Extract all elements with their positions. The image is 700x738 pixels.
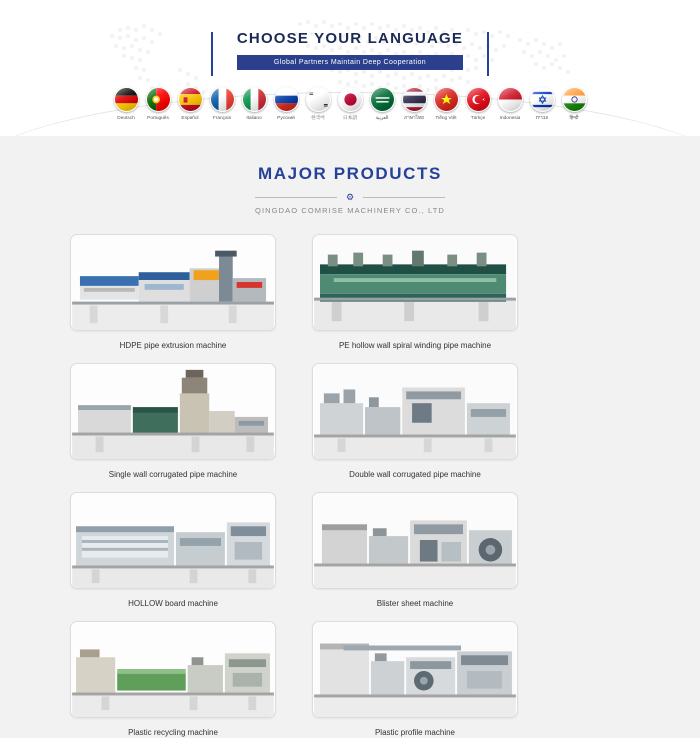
language-option-thai[interactable] xyxy=(400,87,428,122)
product-photo[interactable] xyxy=(70,621,276,718)
language-flag-list xyxy=(0,87,700,122)
flag-thailand-icon xyxy=(402,87,427,112)
major-products-section xyxy=(0,136,700,738)
product-photo[interactable] xyxy=(312,621,518,718)
language-option-portugues[interactable] xyxy=(144,87,172,122)
language-banner xyxy=(0,0,700,136)
product-photo[interactable] xyxy=(312,492,518,589)
product-label: Plastic recycling machine xyxy=(128,728,218,737)
language-option-japanese[interactable] xyxy=(336,87,364,122)
flag-germany-icon xyxy=(114,87,139,112)
product-card[interactable] xyxy=(312,234,518,351)
product-photo[interactable] xyxy=(70,234,276,331)
language-option-deutsch[interactable] xyxy=(112,87,140,122)
language-title-block xyxy=(211,30,489,70)
language-label: Français xyxy=(212,115,232,121)
language-option-korean[interactable] xyxy=(304,87,332,122)
language-label: Русский xyxy=(277,115,295,121)
product-label: Plastic profile machine xyxy=(374,728,456,737)
divider-line-right xyxy=(363,197,445,198)
language-option-indonesia[interactable] xyxy=(496,87,524,122)
title-divider xyxy=(255,192,445,202)
language-label: Deutsch xyxy=(117,115,135,121)
flag-saudi-arabia-icon xyxy=(370,87,395,112)
language-label: Türkçe xyxy=(470,115,486,121)
language-label: ภาษาไทย xyxy=(404,115,424,121)
product-card[interactable] xyxy=(70,234,276,351)
language-label: हिन्दी xyxy=(569,115,579,121)
flag-japan-icon xyxy=(338,87,363,112)
language-option-turkish[interactable] xyxy=(464,87,492,122)
language-label: עברית xyxy=(535,115,549,121)
language-title: CHOOSE YOUR LANGUAGE xyxy=(236,30,464,47)
product-label: PE hollow wall spiral winding pipe machine xyxy=(338,341,492,350)
product-photo[interactable] xyxy=(312,234,518,331)
language-label: Tiếng Việt xyxy=(435,115,457,121)
flag-italy-icon xyxy=(242,87,267,112)
flag-vietnam-icon xyxy=(434,87,459,112)
language-option-hindi[interactable] xyxy=(560,87,588,122)
flag-israel-icon xyxy=(530,87,555,112)
product-label: Blister sheet machine xyxy=(376,599,454,608)
product-grid xyxy=(70,234,630,738)
language-label: 한국어 xyxy=(311,115,325,121)
language-label: Español xyxy=(181,115,199,121)
flag-spain-icon xyxy=(178,87,203,112)
product-photo[interactable] xyxy=(70,363,276,460)
language-label: 日本語 xyxy=(342,115,358,121)
flag-indonesia-icon xyxy=(498,87,523,112)
product-label: Double wall corrugated pipe machine xyxy=(349,470,481,479)
product-card[interactable] xyxy=(70,621,276,738)
language-option-vietnamese[interactable] xyxy=(432,87,460,122)
language-label: Italiano xyxy=(246,115,262,121)
product-card[interactable] xyxy=(70,492,276,609)
divider-line-left xyxy=(255,197,337,198)
gear-icon: ⚙ xyxy=(345,192,355,202)
language-option-hebrew[interactable] xyxy=(528,87,556,122)
company-name: QINGDAO COMRISE MACHINERY CO., LTD xyxy=(255,206,445,215)
language-subtitle: Global Partners Maintain Deep Cooperation xyxy=(237,55,463,70)
product-photo[interactable] xyxy=(70,492,276,589)
flag-india-icon xyxy=(562,87,587,112)
product-label: Single wall corrugated pipe machine xyxy=(108,470,238,479)
product-card[interactable] xyxy=(312,492,518,609)
language-option-russian[interactable] xyxy=(272,87,300,122)
product-label: HOLLOW board machine xyxy=(128,599,218,608)
product-card[interactable] xyxy=(312,621,518,738)
language-option-italiano[interactable] xyxy=(240,87,268,122)
flag-south-korea-icon xyxy=(306,87,331,112)
flag-turkey-icon xyxy=(466,87,491,112)
product-label: HDPE pipe extrusion machine xyxy=(119,341,227,350)
product-card[interactable] xyxy=(70,363,276,480)
product-photo[interactable] xyxy=(312,363,518,460)
product-card[interactable] xyxy=(312,363,518,480)
language-option-espanol[interactable] xyxy=(176,87,204,122)
flag-russia-icon xyxy=(274,87,299,112)
flag-portugal-icon xyxy=(146,87,171,112)
section-title: MAJOR PRODUCTS xyxy=(258,164,442,183)
language-label: Português xyxy=(147,115,169,121)
language-label: Indonesia xyxy=(499,115,521,121)
language-label: العربية xyxy=(375,115,389,121)
language-option-francais[interactable] xyxy=(208,87,236,122)
language-option-arabic[interactable] xyxy=(368,87,396,122)
flag-france-icon xyxy=(210,87,235,112)
